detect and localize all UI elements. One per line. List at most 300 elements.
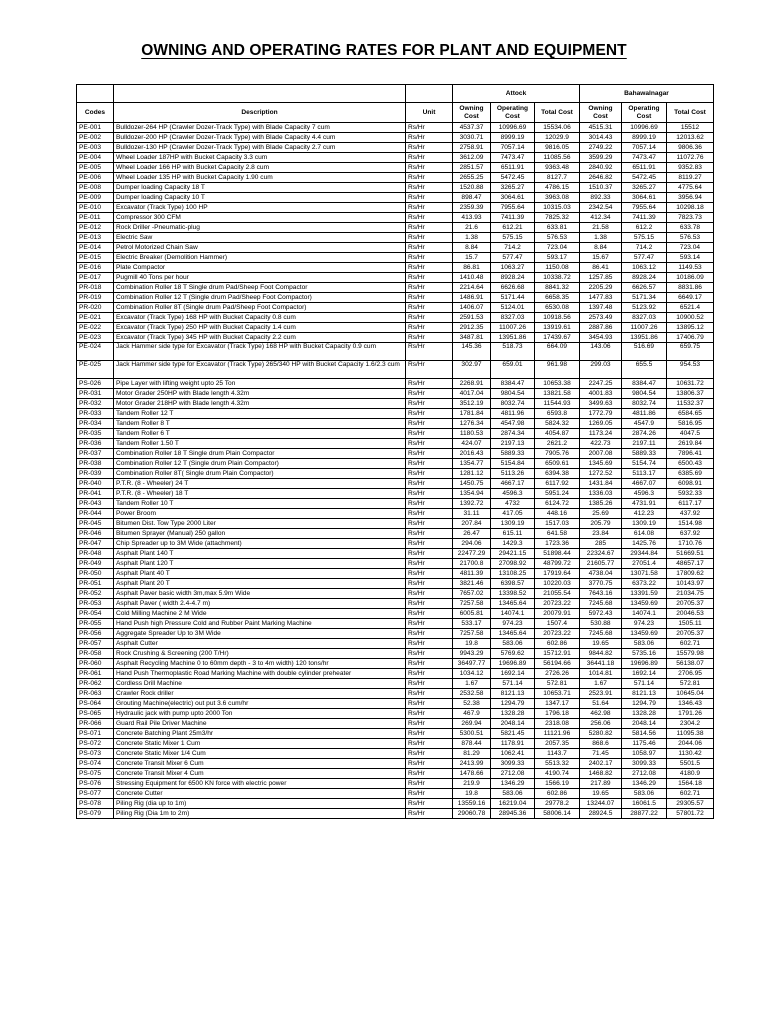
cell-description: Hand Push Thermoplastic Road Marking Machine with double cylinder preheater: [114, 669, 406, 679]
cell-bahawalnagar-owning: 2402.17: [580, 759, 622, 769]
cell-bahawalnagar-owning: 2887.86: [580, 323, 622, 333]
cell-attock-total: 1566.19: [535, 779, 580, 789]
cell-bahawalnagar-total: 2304.2: [667, 719, 714, 729]
cell-bahawalnagar-owning: 1336.03: [580, 489, 622, 499]
cell-bahawalnagar-total: 954.53: [667, 361, 714, 379]
header-blank: [77, 85, 114, 103]
cell-bahawalnagar-total: 6500.43: [667, 459, 714, 469]
cell-bahawalnagar-owning: 205.79: [580, 519, 622, 529]
cell-bahawalnagar-owning: 2007.08: [580, 449, 622, 459]
cell-unit: Rs/Hr: [406, 361, 453, 379]
cell-bahawalnagar-owning: 2646.82: [580, 173, 622, 183]
cell-attock-total: 2726.26: [535, 669, 580, 679]
cell-bahawalnagar-operating: 1346.29: [622, 779, 667, 789]
cell-unit: Rs/Hr: [406, 449, 453, 459]
cell-unit: Rs/Hr: [406, 749, 453, 759]
cell-description: Combination Roller 12 T (Single drum Pad/Sheep Foot Compactor): [114, 293, 406, 303]
cell-attock-total: 8841.32: [535, 283, 580, 293]
cell-bahawalnagar-owning: 7245.68: [580, 629, 622, 639]
cell-bahawalnagar-operating: 583.06: [622, 789, 667, 799]
cell-attock-total: 4190.74: [535, 769, 580, 779]
cell-unit: Rs/Hr: [406, 419, 453, 429]
cell-bahawalnagar-total: 633.78: [667, 223, 714, 233]
table-row: [77, 243, 714, 253]
cell-bahawalnagar-operating: 19696.89: [622, 659, 667, 669]
cell-attock-owning: 1392.72: [453, 499, 491, 509]
cell-bahawalnagar-operating: 412.23: [622, 509, 667, 519]
table-row: [77, 183, 714, 193]
cell-attock-total: 9816.05: [535, 143, 580, 153]
cell-code: PR-043: [77, 499, 114, 509]
cell-code: PR-053: [77, 599, 114, 609]
cell-bahawalnagar-total: 9352.83: [667, 163, 714, 173]
cell-bahawalnagar-operating: 575.15: [622, 233, 667, 243]
cell-bahawalnagar-owning: 1173.24: [580, 429, 622, 439]
cell-attock-operating: 5124.01: [491, 303, 535, 313]
cell-bahawalnagar-owning: 285: [580, 539, 622, 549]
cell-bahawalnagar-operating: 612.2: [622, 223, 667, 233]
cell-code: PE-024: [77, 343, 114, 361]
cell-code: PS-079: [77, 809, 114, 819]
table-row: [77, 509, 714, 519]
cell-unit: Rs/Hr: [406, 619, 453, 629]
cell-bahawalnagar-operating: 577.47: [622, 253, 667, 263]
cell-bahawalnagar-operating: 614.08: [622, 529, 667, 539]
cell-bahawalnagar-total: 3956.94: [667, 193, 714, 203]
cell-bahawalnagar-operating: 14074.1: [622, 609, 667, 619]
cell-bahawalnagar-owning: 1772.79: [580, 409, 622, 419]
cell-bahawalnagar-total: 13895.12: [667, 323, 714, 333]
table-row: [77, 173, 714, 183]
cell-bahawalnagar-owning: 23.84: [580, 529, 622, 539]
cell-attock-owning: 302.97: [453, 361, 491, 379]
cell-attock-owning: 1354.77: [453, 459, 491, 469]
cell-attock-operating: 11007.26: [491, 323, 535, 333]
table-row: [77, 529, 714, 539]
table-row: [77, 799, 714, 809]
cell-attock-operating: 1178.91: [491, 739, 535, 749]
cell-attock-operating: 1309.19: [491, 519, 535, 529]
cell-bahawalnagar-owning: 25.69: [580, 509, 622, 519]
cell-attock-owning: 898.47: [453, 193, 491, 203]
cell-description: Asphalt Recycling Machine 0 to 60mm depth - 3 to 4m width) 120 tons/hr: [114, 659, 406, 669]
page-title: OWNING AND OPERATING RATES FOR PLANT AND EQUIPMENT: [141, 42, 627, 59]
cell-bahawalnagar-total: 51669.51: [667, 549, 714, 559]
cell-bahawalnagar-operating: 13071.58: [622, 569, 667, 579]
cell-unit: Rs/Hr: [406, 659, 453, 669]
cell-description: Crawler Rock driller: [114, 689, 406, 699]
cell-bahawalnagar-total: 29305.57: [667, 799, 714, 809]
cell-attock-total: 723.04: [535, 243, 580, 253]
cell-code: PR-057: [77, 639, 114, 649]
cell-bahawalnagar-operating: 5889.33: [622, 449, 667, 459]
cell-attock-operating: 974.23: [491, 619, 535, 629]
cell-attock-owning: 533.17: [453, 619, 491, 629]
table-row: [77, 609, 714, 619]
cell-attock-total: 10220.03: [535, 579, 580, 589]
cell-attock-owning: 31.11: [453, 509, 491, 519]
cell-code: PE-022: [77, 323, 114, 333]
cell-bahawalnagar-operating: 3064.61: [622, 193, 667, 203]
cell-description: Guard Rail Pile Driver Machine: [114, 719, 406, 729]
cell-unit: Rs/Hr: [406, 409, 453, 419]
cell-bahawalnagar-operating: 7057.14: [622, 143, 667, 153]
cell-description: Concrete Static Mixer 1 Cum: [114, 739, 406, 749]
cell-bahawalnagar-operating: 8928.24: [622, 273, 667, 283]
cell-attock-owning: 3487.81: [453, 333, 491, 343]
cell-code: PR-039: [77, 469, 114, 479]
cell-attock-operating: 571.14: [491, 679, 535, 689]
table-row: [77, 459, 714, 469]
cell-attock-owning: 1.38: [453, 233, 491, 243]
cell-attock-owning: 19.8: [453, 789, 491, 799]
table-row: [77, 253, 714, 263]
cell-bahawalnagar-owning: 1257.85: [580, 273, 622, 283]
cell-attock-total: 7825.32: [535, 213, 580, 223]
cell-bahawalnagar-owning: 1468.82: [580, 769, 622, 779]
cell-bahawalnagar-total: 6098.91: [667, 479, 714, 489]
cell-code: PS-075: [77, 769, 114, 779]
table-row: [77, 233, 714, 243]
cell-bahawalnagar-total: 8119.27: [667, 173, 714, 183]
cell-attock-total: 6509.61: [535, 459, 580, 469]
cell-unit: Rs/Hr: [406, 779, 453, 789]
cell-bahawalnagar-total: 13806.37: [667, 389, 714, 399]
cell-unit: Rs/Hr: [406, 529, 453, 539]
cell-bahawalnagar-operating: 1063.12: [622, 263, 667, 273]
cell-attock-total: 5824.32: [535, 419, 580, 429]
cell-bahawalnagar-owning: 51.64: [580, 699, 622, 709]
cell-attock-operating: 2048.14: [491, 719, 535, 729]
cell-attock-owning: 2758.91: [453, 143, 491, 153]
cell-description: Bitumen Dist. Tow Type 2000 Liter: [114, 519, 406, 529]
cell-bahawalnagar-total: 10900.52: [667, 313, 714, 323]
cell-bahawalnagar-owning: 256.06: [580, 719, 622, 729]
cell-bahawalnagar-total: 48657.17: [667, 559, 714, 569]
cell-attock-total: 7905.76: [535, 449, 580, 459]
cell-bahawalnagar-total: 20046.53: [667, 609, 714, 619]
cell-unit: Rs/Hr: [406, 123, 453, 133]
cell-bahawalnagar-owning: 868.6: [580, 739, 622, 749]
cell-bahawalnagar-owning: 8.84: [580, 243, 622, 253]
cell-bahawalnagar-owning: 2840.92: [580, 163, 622, 173]
cell-description: Combination Roller 8T( Single drum Plain Compactor): [114, 469, 406, 479]
cell-attock-operating: 6398.57: [491, 579, 535, 589]
cell-code: PR-038: [77, 459, 114, 469]
cell-description: Motor Grader 218HP with Blade length 4.32m: [114, 399, 406, 409]
cell-bahawalnagar-owning: 2247.25: [580, 379, 622, 389]
cell-attock-operating: 5154.84: [491, 459, 535, 469]
cell-description: Asphalt Paver ( width 2.4-4.7 m): [114, 599, 406, 609]
cell-code: PR-063: [77, 689, 114, 699]
cell-code: PS-078: [77, 799, 114, 809]
table-row: [77, 659, 714, 669]
table-row: [77, 719, 714, 729]
cell-bahawalnagar-owning: 530.88: [580, 619, 622, 629]
cell-attock-total: 20723.22: [535, 629, 580, 639]
cell-bahawalnagar-total: 4775.64: [667, 183, 714, 193]
cell-unit: Rs/Hr: [406, 429, 453, 439]
cell-code: PE-012: [77, 223, 114, 233]
cell-bahawalnagar-total: 1564.18: [667, 779, 714, 789]
cell-attock-owning: 22477.29: [453, 549, 491, 559]
cell-attock-operating: 8032.74: [491, 399, 535, 409]
cell-bahawalnagar-operating: 13459.69: [622, 629, 667, 639]
cell-code: PR-060: [77, 659, 114, 669]
cell-attock-total: 21055.54: [535, 589, 580, 599]
cell-attock-owning: 4017.04: [453, 389, 491, 399]
cell-unit: Rs/Hr: [406, 769, 453, 779]
cell-description: Bulldozer-264 HP (Crawler Dozer-Track Type) with Blade Capacity 7 cum: [114, 123, 406, 133]
cell-unit: Rs/Hr: [406, 499, 453, 509]
cell-attock-total: 10315.03: [535, 203, 580, 213]
cell-description: Power Broom: [114, 509, 406, 519]
cell-bahawalnagar-owning: 28924.5: [580, 809, 622, 819]
cell-attock-operating: 1063.27: [491, 263, 535, 273]
cell-description: Grouting Machine(electric) out put 3.6 cum/hr: [114, 699, 406, 709]
cell-bahawalnagar-operating: 29344.84: [622, 549, 667, 559]
cell-attock-total: 1143.7: [535, 749, 580, 759]
cell-unit: Rs/Hr: [406, 459, 453, 469]
cell-code: PS-074: [77, 759, 114, 769]
cell-bahawalnagar-operating: 7955.64: [622, 203, 667, 213]
cell-attock-operating: 1294.79: [491, 699, 535, 709]
cell-code: PE-008: [77, 183, 114, 193]
cell-unit: Rs/Hr: [406, 799, 453, 809]
cell-attock-operating: 5889.33: [491, 449, 535, 459]
cell-unit: Rs/Hr: [406, 323, 453, 333]
cell-bahawalnagar-owning: 4001.83: [580, 389, 622, 399]
cell-bahawalnagar-operating: 4811.86: [622, 409, 667, 419]
cell-attock-owning: 7257.58: [453, 629, 491, 639]
cell-description: Wheel Loader 187HP with Bucket Capacity 3.3 cum: [114, 153, 406, 163]
table-row: [77, 649, 714, 659]
cell-bahawalnagar-owning: 1431.84: [580, 479, 622, 489]
cell-code: PE-010: [77, 203, 114, 213]
cell-code: PR-049: [77, 559, 114, 569]
table-row: [77, 303, 714, 313]
table-row: [77, 313, 714, 323]
cell-attock-owning: 1034.12: [453, 669, 491, 679]
table-row: [77, 759, 714, 769]
cell-bahawalnagar-total: 1791.26: [667, 709, 714, 719]
table-row: [77, 123, 714, 133]
cell-bahawalnagar-total: 11072.76: [667, 153, 714, 163]
cell-attock-total: 1347.17: [535, 699, 580, 709]
cell-bahawalnagar-operating: 4731.91: [622, 499, 667, 509]
table-row: [77, 599, 714, 609]
cell-unit: Rs/Hr: [406, 439, 453, 449]
cell-bahawalnagar-total: 17809.62: [667, 569, 714, 579]
cell-code: PR-033: [77, 409, 114, 419]
cell-attock-owning: 2268.91: [453, 379, 491, 389]
table-row: [77, 489, 714, 499]
cell-bahawalnagar-operating: 2048.14: [622, 719, 667, 729]
cell-code: PR-020: [77, 303, 114, 313]
table-row: [77, 769, 714, 779]
cell-bahawalnagar-total: 10645.04: [667, 689, 714, 699]
cell-unit: Rs/Hr: [406, 233, 453, 243]
cell-code: PE-002: [77, 133, 114, 143]
cell-code: PE-013: [77, 233, 114, 243]
cell-attock-total: 10918.56: [535, 313, 580, 323]
cell-attock-owning: 3030.71: [453, 133, 491, 143]
cell-code: PS-077: [77, 789, 114, 799]
cell-code: PR-031: [77, 389, 114, 399]
cell-description: Bulldozer-130 HP (Crawler Dozer-Track Type) with Blade Capacity 2.7 cum: [114, 143, 406, 153]
cell-bahawalnagar-owning: 1272.52: [580, 469, 622, 479]
cell-bahawalnagar-total: 10186.09: [667, 273, 714, 283]
cell-description: Aggregate Spreader Up to 3M Wide: [114, 629, 406, 639]
cell-bahawalnagar-operating: 16061.5: [622, 799, 667, 809]
cell-unit: Rs/Hr: [406, 223, 453, 233]
cell-unit: Rs/Hr: [406, 379, 453, 389]
cell-bahawalnagar-owning: 1.38: [580, 233, 622, 243]
cell-attock-operating: 417.05: [491, 509, 535, 519]
cell-bahawalnagar-total: 9806.36: [667, 143, 714, 153]
group-header-bahawalnagar: Bahawalnagar: [580, 85, 714, 103]
cell-attock-operating: 4811.96: [491, 409, 535, 419]
cell-bahawalnagar-owning: 1269.05: [580, 419, 622, 429]
cell-attock-total: 5513.32: [535, 759, 580, 769]
cell-bahawalnagar-operating: 13391.59: [622, 589, 667, 599]
table-row: [77, 709, 714, 719]
cell-bahawalnagar-total: 20705.37: [667, 629, 714, 639]
cell-bahawalnagar-owning: 1.67: [580, 679, 622, 689]
cell-description: Chip Spreader up to 3M Wide (attachment): [114, 539, 406, 549]
cell-code: PR-046: [77, 529, 114, 539]
cell-attock-owning: 424.07: [453, 439, 491, 449]
cell-attock-total: 1507.4: [535, 619, 580, 629]
table-row: [77, 133, 714, 143]
cell-bahawalnagar-operating: 3099.33: [622, 759, 667, 769]
cell-bahawalnagar-total: 2619.84: [667, 439, 714, 449]
cell-bahawalnagar-owning: 19.65: [580, 789, 622, 799]
cell-attock-owning: 6005.81: [453, 609, 491, 619]
cell-attock-operating: 1346.29: [491, 779, 535, 789]
table-row: [77, 749, 714, 759]
cell-attock-operating: 3099.33: [491, 759, 535, 769]
cell-bahawalnagar-total: 5816.95: [667, 419, 714, 429]
cell-bahawalnagar-operating: 516.69: [622, 343, 667, 361]
cell-bahawalnagar-owning: 21605.77: [580, 559, 622, 569]
cell-code: PE-016: [77, 263, 114, 273]
cell-description: Tandem Roller 12 T: [114, 409, 406, 419]
cell-attock-owning: 2359.39: [453, 203, 491, 213]
cell-description: Dumper loading Capacity 10 T: [114, 193, 406, 203]
cell-attock-total: 10338.72: [535, 273, 580, 283]
cell-attock-owning: 2413.99: [453, 759, 491, 769]
cell-code: PE-005: [77, 163, 114, 173]
table-row: [77, 379, 714, 389]
cell-code: PE-006: [77, 173, 114, 183]
cell-code: PE-023: [77, 333, 114, 343]
cell-attock-owning: 19.8: [453, 639, 491, 649]
cell-code: PS-065: [77, 709, 114, 719]
cell-attock-total: 602.86: [535, 789, 580, 799]
cell-attock-total: 2621.2: [535, 439, 580, 449]
cell-bahawalnagar-operating: 1309.19: [622, 519, 667, 529]
cell-attock-total: 13919.61: [535, 323, 580, 333]
cell-code: PR-037: [77, 449, 114, 459]
cell-bahawalnagar-total: 5501.5: [667, 759, 714, 769]
cell-bahawalnagar-total: 15512: [667, 123, 714, 133]
cell-bahawalnagar-total: 10631.72: [667, 379, 714, 389]
cell-bahawalnagar-operating: 8999.19: [622, 133, 667, 143]
table-row: [77, 343, 714, 361]
cell-attock-operating: 6626.68: [491, 283, 535, 293]
cell-code: PR-062: [77, 679, 114, 689]
cell-attock-owning: 207.84: [453, 519, 491, 529]
cell-bahawalnagar-owning: 1385.26: [580, 499, 622, 509]
cell-unit: Rs/Hr: [406, 759, 453, 769]
cell-attock-owning: 1406.07: [453, 303, 491, 313]
cell-bahawalnagar-operating: 4667.07: [622, 479, 667, 489]
cell-description: Rock Crushing & Screening (200 T/Hr): [114, 649, 406, 659]
cell-bahawalnagar-owning: 2573.49: [580, 313, 622, 323]
cell-attock-owning: 3821.46: [453, 579, 491, 589]
cell-attock-owning: 1180.53: [453, 429, 491, 439]
cell-attock-owning: 2591.53: [453, 313, 491, 323]
cell-attock-owning: 1276.34: [453, 419, 491, 429]
cell-code: PE-015: [77, 253, 114, 263]
cell-description: Motor Grader 250HP with Blade length 4.32m: [114, 389, 406, 399]
cell-code: PE-011: [77, 213, 114, 223]
cell-code: PR-048: [77, 549, 114, 559]
cell-attock-owning: 1281.12: [453, 469, 491, 479]
cell-attock-total: 8127.7: [535, 173, 580, 183]
cell-bahawalnagar-operating: 2197.11: [622, 439, 667, 449]
cell-bahawalnagar-owning: 5280.82: [580, 729, 622, 739]
cell-unit: Rs/Hr: [406, 649, 453, 659]
cell-code: PR-061: [77, 669, 114, 679]
cell-unit: Rs/Hr: [406, 509, 453, 519]
cell-attock-total: 602.86: [535, 639, 580, 649]
cell-bahawalnagar-operating: 7473.47: [622, 153, 667, 163]
cell-unit: Rs/Hr: [406, 629, 453, 639]
cell-bahawalnagar-total: 57801.72: [667, 809, 714, 819]
header-blank: [114, 85, 406, 103]
cell-unit: Rs/Hr: [406, 389, 453, 399]
cell-attock-total: 11121.96: [535, 729, 580, 739]
cell-attock-owning: 2912.35: [453, 323, 491, 333]
cell-bahawalnagar-total: 602.71: [667, 639, 714, 649]
cell-unit: Rs/Hr: [406, 679, 453, 689]
header-blank: [406, 85, 453, 103]
cell-attock-owning: 413.93: [453, 213, 491, 223]
cell-attock-operating: 13465.64: [491, 599, 535, 609]
table-row: [77, 389, 714, 399]
cell-attock-operating: 8999.19: [491, 133, 535, 143]
cell-description: Concrete Transit Mixer 6 Cum: [114, 759, 406, 769]
cell-bahawalnagar-owning: 1014.81: [580, 669, 622, 679]
cell-attock-operating: 5821.45: [491, 729, 535, 739]
cell-attock-total: 11544.93: [535, 399, 580, 409]
table-row: [77, 361, 714, 379]
cell-attock-owning: 2532.58: [453, 689, 491, 699]
cell-bahawalnagar-total: 1505.11: [667, 619, 714, 629]
cell-code: PR-047: [77, 539, 114, 549]
cell-unit: Rs/Hr: [406, 213, 453, 223]
cell-bahawalnagar-total: 20705.37: [667, 599, 714, 609]
cell-bahawalnagar-owning: 15.67: [580, 253, 622, 263]
cell-bahawalnagar-operating: 3265.27: [622, 183, 667, 193]
cell-bahawalnagar-total: 659.75: [667, 343, 714, 361]
cell-bahawalnagar-owning: 3014.43: [580, 133, 622, 143]
cell-bahawalnagar-total: 1710.76: [667, 539, 714, 549]
cell-unit: Rs/Hr: [406, 569, 453, 579]
cell-bahawalnagar-operating: 10996.69: [622, 123, 667, 133]
